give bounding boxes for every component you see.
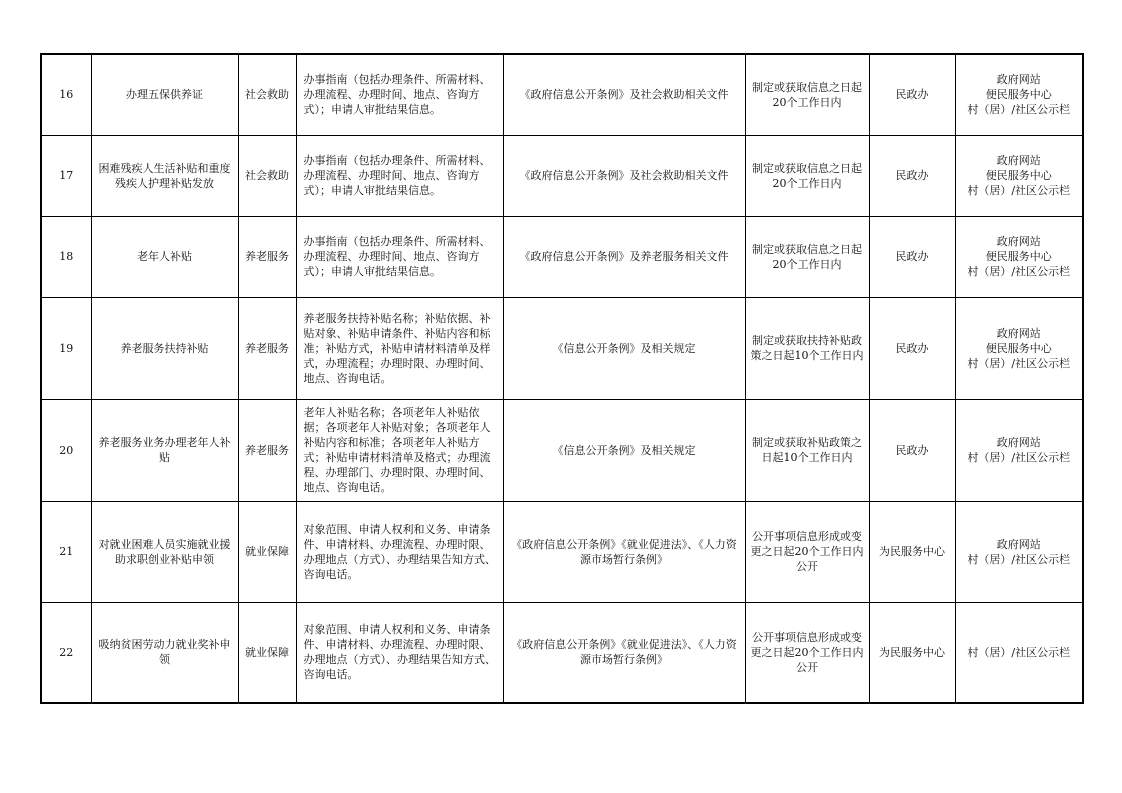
disclosure-basis: 《信息公开条例》及相关规定 [503, 399, 745, 501]
item-name: 老年人补贴 [91, 216, 238, 297]
item-category: 社会救助 [238, 54, 296, 135]
disclosure-time-limit: 制定或获取信息之日起20个工作日内 [745, 54, 869, 135]
disclosure-basis: 《政府信息公开条例》及社会救助相关文件 [503, 54, 745, 135]
disclosure-channel: 政府网站 便民服务中心 村（居）/社区公示栏 [955, 297, 1083, 399]
item-number: 16 [41, 54, 91, 135]
disclosure-time-limit: 制定或获取扶持补贴政策之日起10个工作日内 [745, 297, 869, 399]
disclosure-time-limit: 制定或获取信息之日起20个工作日内 [745, 216, 869, 297]
item-number: 18 [41, 216, 91, 297]
table-row [41, 216, 1083, 297]
responsible-dept: 民政办 [869, 297, 955, 399]
disclosure-time-limit: 制定或获取信息之日起20个工作日内 [745, 135, 869, 216]
item-name: 办理五保供养证 [91, 54, 238, 135]
disclosure-channel: 政府网站 便民服务中心 村（居）/社区公示栏 [955, 135, 1083, 216]
item-category: 社会救助 [238, 135, 296, 216]
disclosure-table [40, 53, 1084, 704]
item-category: 养老服务 [238, 297, 296, 399]
disclosure-time-limit: 制定或获取补贴政策之日起10个工作日内 [745, 399, 869, 501]
disclosure-content: 办事指南（包括办理条件、所需材料、办理流程、办理时间、地点、咨询方式）；申请人审批结果信息。 [296, 54, 503, 135]
table-row [41, 501, 1083, 602]
disclosure-basis: 《政府信息公开条例》《就业促进法》、《人力资源市场暂行条例》 [503, 602, 745, 703]
disclosure-basis: 《政府信息公开条例》及社会救助相关文件 [503, 135, 745, 216]
disclosure-basis: 《政府信息公开条例》及养老服务相关文件 [503, 216, 745, 297]
table-row [41, 54, 1083, 135]
responsible-dept: 民政办 [869, 399, 955, 501]
item-number: 19 [41, 297, 91, 399]
disclosure-channel: 政府网站 便民服务中心 村（居）/社区公示栏 [955, 216, 1083, 297]
item-category: 就业保障 [238, 602, 296, 703]
item-name: 吸纳贫困劳动力就业奖补申领 [91, 602, 238, 703]
disclosure-time-limit: 公开事项信息形成或变更之日起20个工作日内公开 [745, 602, 869, 703]
disclosure-channel: 政府网站 村（居）/社区公示栏 [955, 501, 1083, 602]
disclosure-time-limit: 公开事项信息形成或变更之日起20个工作日内公开 [745, 501, 869, 602]
responsible-dept: 为民服务中心 [869, 501, 955, 602]
disclosure-channel: 村（居）/社区公示栏 [955, 602, 1083, 703]
item-number: 20 [41, 399, 91, 501]
disclosure-content: 对象范围、申请人权利和义务、申请条件、申请材料、办理流程、办理时限、办理地点（方式）、办理结果告知方式、咨询电话。 [296, 602, 503, 703]
item-category: 就业保障 [238, 501, 296, 602]
table-row [41, 135, 1083, 216]
disclosure-content: 养老服务扶持补贴名称；补贴依据、补贴对象、补贴申请条件、补贴内容和标准；补贴方式，补贴申请材料清单及样式，办理流程；办理时限、办理时间、地点、咨询电话。 [296, 297, 503, 399]
disclosure-content: 对象范围、申请人权利和义务、申请条件、申请材料、办理流程、办理时限、办理地点（方式）、办理结果告知方式、咨询电话。 [296, 501, 503, 602]
responsible-dept: 为民服务中心 [869, 602, 955, 703]
table-row [41, 399, 1083, 501]
responsible-dept: 民政办 [869, 135, 955, 216]
table-row [41, 297, 1083, 399]
disclosure-content: 办事指南（包括办理条件、所需材料、办理流程、办理时间、地点、咨询方式）；申请人审批结果信息。 [296, 135, 503, 216]
disclosure-channel: 政府网站 便民服务中心 村（居）/社区公示栏 [955, 54, 1083, 135]
item-number: 21 [41, 501, 91, 602]
disclosure-content: 办事指南（包括办理条件、所需材料、办理流程、办理时间、地点、咨询方式）；申请人审批结果信息。 [296, 216, 503, 297]
disclosure-basis: 《信息公开条例》及相关规定 [503, 297, 745, 399]
item-number: 17 [41, 135, 91, 216]
item-category: 养老服务 [238, 399, 296, 501]
disclosure-channel: 政府网站 村（居）/社区公示栏 [955, 399, 1083, 501]
item-name: 养老服务业务办理老年人补贴 [91, 399, 238, 501]
item-name: 困难残疾人生活补贴和重度残疾人护理补贴发放 [91, 135, 238, 216]
item-name: 养老服务扶持补贴 [91, 297, 238, 399]
disclosure-content: 老年人补贴名称；各项老年人补贴依据；各项老年人补贴对象；各项老年人补贴内容和标准；各项老年人补贴方式；补贴申请材料清单及格式；办理流程、办理部门、办理时限、办理时间、地点、咨询电话。 [296, 399, 503, 501]
item-number: 22 [41, 602, 91, 703]
item-name: 对就业困难人员实施就业援助求职创业补贴申领 [91, 501, 238, 602]
responsible-dept: 民政办 [869, 216, 955, 297]
responsible-dept: 民政办 [869, 54, 955, 135]
table-row [41, 602, 1083, 703]
item-category: 养老服务 [238, 216, 296, 297]
disclosure-basis: 《政府信息公开条例》《就业促进法》、《人力资源市场暂行条例》 [503, 501, 745, 602]
